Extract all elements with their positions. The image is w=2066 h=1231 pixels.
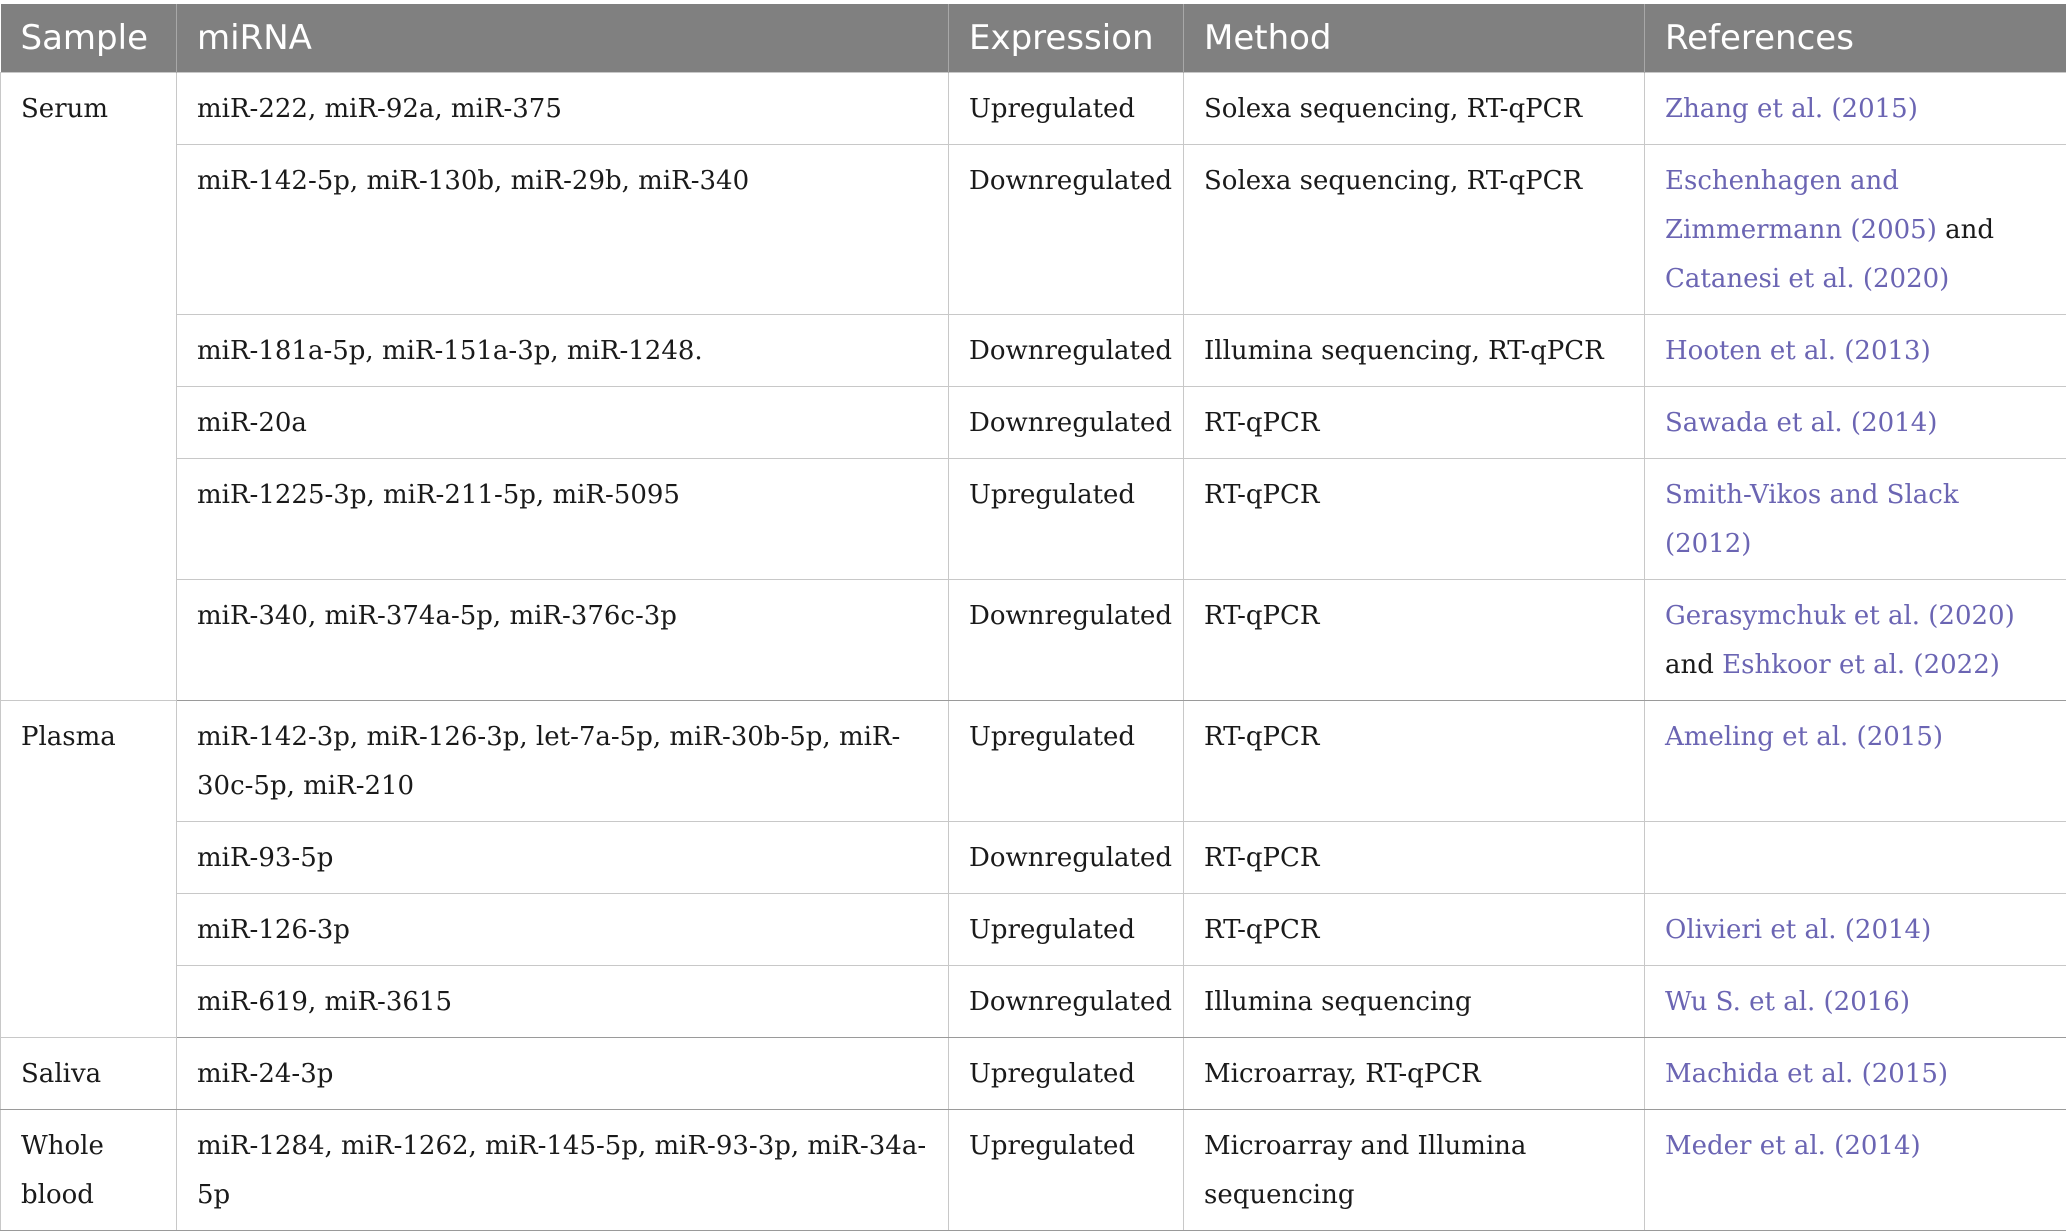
- table-row: [1, 965, 2066, 1037]
- expression-cell: Downregulated: [949, 314, 1184, 386]
- sample-cell: Saliva: [1, 1037, 177, 1109]
- table-row: [1, 386, 2066, 458]
- expression-cell: Downregulated: [949, 386, 1184, 458]
- method-cell: RT-qPCR: [1184, 386, 1645, 458]
- mirna-cell: miR-340, miR-374a-5p, miR-376c-3p: [177, 579, 949, 700]
- method-cell: Illumina sequencing: [1184, 965, 1645, 1037]
- expression-cell: Upregulated: [949, 1109, 1184, 1230]
- references-cell: [1645, 72, 2066, 144]
- sample-cell: Whole blood: [1, 1109, 177, 1230]
- expression-cell: Downregulated: [949, 821, 1184, 893]
- reference-link[interactable]: Gerasymchuk et al. (2020): [1665, 601, 2015, 631]
- reference-link[interactable]: Ameling et al. (2015): [1665, 722, 1943, 752]
- reference-link[interactable]: Wu S. et al. (2016): [1665, 987, 1910, 1017]
- header-references: References: [1645, 4, 2066, 72]
- references-cell: [1645, 314, 2066, 386]
- method-cell: RT-qPCR: [1184, 821, 1645, 893]
- mirna-cell: miR-142-5p, miR-130b, miR-29b, miR-340: [177, 144, 949, 314]
- method-cell: RT-qPCR: [1184, 579, 1645, 700]
- table-row: [1, 144, 2066, 314]
- sample-cell: Serum: [1, 72, 177, 700]
- header-expression: Expression: [949, 4, 1184, 72]
- mirna-cell: miR-24-3p: [177, 1037, 949, 1109]
- method-cell: RT-qPCR: [1184, 893, 1645, 965]
- header-sample: Sample: [1, 4, 177, 72]
- mirna-cell: miR-222, miR-92a, miR-375: [177, 72, 949, 144]
- mirna-cell: miR-126-3p: [177, 893, 949, 965]
- references-cell: [1645, 893, 2066, 965]
- sample-cell: Plasma: [1, 700, 177, 1037]
- mirna-cell: miR-1225-3p, miR-211-5p, miR-5095: [177, 458, 949, 579]
- method-cell: Microarray, RT-qPCR: [1184, 1037, 1645, 1109]
- reference-link[interactable]: Zhang et al. (2015): [1665, 94, 1918, 124]
- table-row: [1, 1109, 2066, 1230]
- reference-link[interactable]: Smith-Vikos and Slack (2012): [1665, 480, 1959, 559]
- expression-cell: Downregulated: [949, 579, 1184, 700]
- table-row: [1, 458, 2066, 579]
- mirna-cell: miR-619, miR-3615: [177, 965, 949, 1037]
- method-cell: RT-qPCR: [1184, 700, 1645, 821]
- mirna-cell: miR-181a-5p, miR-151a-3p, miR-1248.: [177, 314, 949, 386]
- reference-link[interactable]: Eshkoor et al. (2022): [1722, 650, 2000, 680]
- reference-conjunction: and: [1665, 650, 1714, 680]
- table-row: [1, 1037, 2066, 1109]
- method-cell: Illumina sequencing, RT-qPCR: [1184, 314, 1645, 386]
- references-cell: [1645, 386, 2066, 458]
- expression-cell: Upregulated: [949, 700, 1184, 821]
- references-cell: [1645, 144, 2066, 314]
- references-cell: [1645, 579, 2066, 700]
- expression-cell: Upregulated: [949, 458, 1184, 579]
- reference-link[interactable]: Catanesi et al. (2020): [1665, 264, 1949, 294]
- method-cell: RT-qPCR: [1184, 458, 1645, 579]
- table-header: [1, 4, 2066, 72]
- method-cell: Solexa sequencing, RT-qPCR: [1184, 72, 1645, 144]
- method-cell: Solexa sequencing, RT-qPCR: [1184, 144, 1645, 314]
- table-row: [1, 314, 2066, 386]
- mirna-cell: miR-1284, miR-1262, miR-145-5p, miR-93-3p, miR-34a-5p: [177, 1109, 949, 1230]
- header-method: Method: [1184, 4, 1645, 72]
- mirna-cell: miR-20a: [177, 386, 949, 458]
- table-row: [1, 579, 2066, 700]
- reference-link[interactable]: Meder et al. (2014): [1665, 1131, 1921, 1161]
- reference-conjunction: and: [1945, 215, 1994, 245]
- table-row: [1, 72, 2066, 144]
- references-cell: [1645, 821, 2066, 893]
- reference-link[interactable]: Eschenhagen and Zimmermann (2005): [1665, 166, 1937, 245]
- header-mirna: miRNA: [177, 4, 949, 72]
- table-row: [1, 893, 2066, 965]
- expression-cell: Upregulated: [949, 72, 1184, 144]
- references-cell: [1645, 965, 2066, 1037]
- references-cell: [1645, 700, 2066, 821]
- expression-cell: Upregulated: [949, 1037, 1184, 1109]
- expression-cell: Downregulated: [949, 144, 1184, 314]
- expression-cell: Downregulated: [949, 965, 1184, 1037]
- reference-link[interactable]: Machida et al. (2015): [1665, 1059, 1948, 1089]
- table-row: [1, 700, 2066, 821]
- expression-cell: Upregulated: [949, 893, 1184, 965]
- reference-link[interactable]: Sawada et al. (2014): [1665, 408, 1937, 438]
- header-row: [1, 4, 2066, 72]
- method-cell: Microarray and Illumina sequencing: [1184, 1109, 1645, 1230]
- mirna-cell: miR-93-5p: [177, 821, 949, 893]
- references-cell: [1645, 1109, 2066, 1230]
- references-cell: [1645, 1037, 2066, 1109]
- reference-link[interactable]: Olivieri et al. (2014): [1665, 915, 1931, 945]
- mirna-cell: miR-142-3p, miR-126-3p, let-7a-5p, miR-30b-5p, miR-30c-5p, miR-210: [177, 700, 949, 821]
- references-cell: [1645, 458, 2066, 579]
- table-row: [1, 821, 2066, 893]
- mirna-table: [0, 4, 2066, 1231]
- reference-link[interactable]: Hooten et al. (2013): [1665, 336, 1931, 366]
- table-body: [1, 72, 2066, 1230]
